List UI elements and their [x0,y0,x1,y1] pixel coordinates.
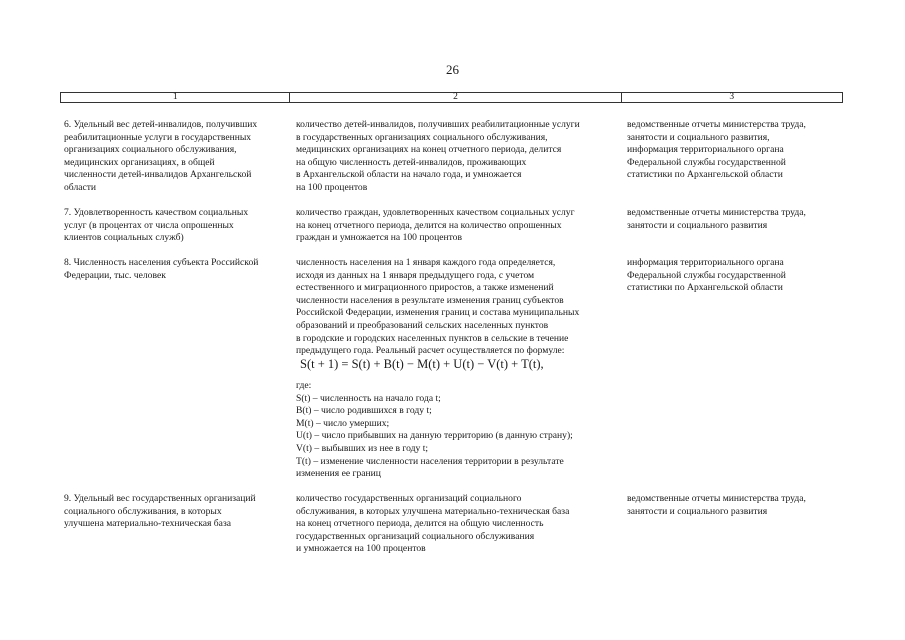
table-header-row [60,92,843,103]
formula-legend: где: S(t) – численность на начало года t; B(t) – число родившихся в году t; M(t) – число умерших; U(t) – число прибывших на данную территорию (в данную страну); V(t) – выбывших из нее в году t; T(t) – изменение численности населения территории в результате изменения ее границ [296,380,573,480]
data-source-cell: ведомственные отчеты министерства труда, занятости и социального развития [627,493,806,517]
table-row [60,493,843,557]
data-source-cell: ведомственные отчеты министерства труда, занятости и социального развития, информация территориального органа Федеральной службы государственной статистики по Архангельской области [627,119,806,181]
population-formula: S(t + 1) = S(t) + B(t) − M(t) + U(t) − V(t) + T(t), [300,357,544,371]
page-number: 26 [446,62,459,77]
indicator-cell: 6. Удельный вес детей-инвалидов, получивших реабилитационные услуги в государственных организациях социального обслуживания, медицинских организациях, в общей численности детей-инвалидов Архангельской области [64,119,258,193]
indicator-cell: 8. Численность населения субъекта Российской Федерации, тыс. человек [64,257,259,281]
indicator-cell: 7. Удовлетворенность качеством социальных услуг (в процентах от числа опрошенных клиентов социальных служб) [64,207,249,244]
column-number-3: 3 [729,92,735,102]
data-source-cell: ведомственные отчеты министерства труда, занятости и социального развития [627,207,806,231]
calculation-method-cell: количество государственных организаций социального обслуживания, в которых улучшена материально-техническая база на конец отчетного периода, делится на общую численность государственных организаций социального обслуживания и умножается на 100 процентов [296,493,570,555]
indicator-cell: 9. Удельный вес государственных организаций социального обслуживания, в которых улучшена материально-техническая база [64,493,256,530]
column-number-1: 1 [61,93,290,102]
data-source-cell: информация территориального органа Федеральной службы государственной статистики по Архангельской области [627,257,786,294]
table-row [60,207,843,247]
calculation-method-cell: количество граждан, удовлетворенных качеством социальных услуг на конец отчетного периода, делится на количество опрошенных граждан и умножается на 100 процентов [296,207,575,244]
column-number-2: 2 [290,93,621,102]
calculation-method-cell: количество детей-инвалидов, получивших реабилитационные услуги в государственных организациях социального обслуживания, медицинских организациях на конец отчетного периода, делится на общую численность детей-инвалидов, проживающих в Архангельской области на начало года, и умножается на 100 процентов [296,119,580,193]
calculation-method-cell: численность населения на 1 января каждого года определяется, исходя из данных на 1 января предыдущего года, с учетом естественного и миграционного приростов, а также изменений численности населения в результате изменения границ субъектов Российской Федерации, изменения границ и состава муниципальных образований и преобразований сельских населенных пунктов в городские и городских населенных пунктов в сельские в течение предыдущего года. Реальный расчет осуществляется по формуле: [296,257,580,357]
table-row [60,119,843,195]
